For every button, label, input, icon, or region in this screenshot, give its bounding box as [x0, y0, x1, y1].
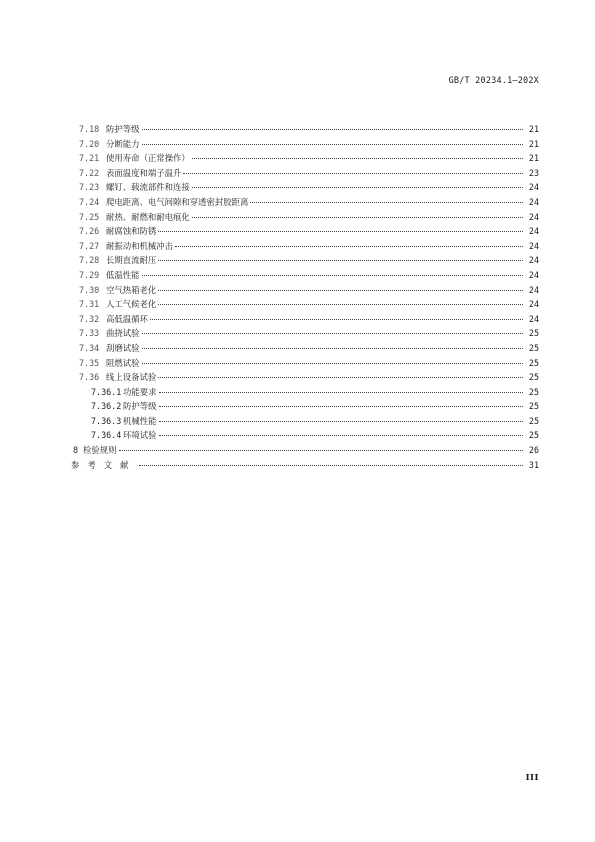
- toc-entry-title: 耐热、耐燃和耐电痕化: [106, 211, 190, 222]
- toc-entry[interactable]: [71, 459, 539, 474]
- toc-entry[interactable]: [79, 152, 539, 167]
- dot-leader: [158, 231, 523, 232]
- toc-entry-number: 7.29: [79, 269, 100, 280]
- toc-entry[interactable]: [79, 371, 539, 386]
- dot-leader: [250, 202, 523, 203]
- toc-entry-page: 25: [528, 328, 539, 339]
- toc-entry-page: 21: [528, 153, 539, 164]
- toc-entry[interactable]: [79, 254, 539, 269]
- toc-entry[interactable]: [79, 327, 539, 342]
- toc-entry-page: 24: [528, 211, 539, 222]
- dot-leader: [158, 377, 523, 378]
- dot-leader: [142, 144, 524, 145]
- toc-entry-number: 7.33: [79, 328, 100, 339]
- toc-entry-number: 7.22: [79, 167, 100, 178]
- toc-entry-title: 爬电距离、电气间隙和穿透密封胶距离: [106, 196, 249, 207]
- toc-entry-title: 阻燃试验: [106, 357, 140, 368]
- toc-entry[interactable]: [79, 196, 539, 211]
- toc-entry-title: 线上设备试验: [106, 372, 157, 383]
- toc-entry-title: 高低温循环: [106, 313, 148, 324]
- toc-entry[interactable]: [79, 240, 539, 255]
- toc-entry-number: 7.36.3: [91, 415, 122, 426]
- toc-entry-page: 24: [528, 299, 539, 310]
- toc-entry-page: 24: [528, 284, 539, 295]
- dot-leader: [158, 290, 523, 291]
- document-id: GB/T 20234.1—202X: [448, 76, 539, 86]
- toc-entry-title: 检验规则: [83, 445, 117, 456]
- toc-entry-page: 24: [528, 269, 539, 280]
- toc-entry-number: 7.18: [79, 124, 100, 134]
- toc-entry-page: 25: [528, 386, 539, 397]
- toc-entry[interactable]: [79, 167, 539, 182]
- toc-entry-number: 7.26: [79, 226, 100, 237]
- dot-leader: [158, 304, 523, 305]
- toc-entry[interactable]: [79, 269, 539, 284]
- toc-entry[interactable]: [79, 181, 539, 196]
- toc-entry-page: 24: [528, 313, 539, 324]
- toc-entry[interactable]: [79, 415, 539, 430]
- toc-entry[interactable]: [79, 225, 539, 240]
- toc-entry[interactable]: [79, 342, 539, 357]
- toc-entry-number: 7.36: [79, 372, 100, 383]
- toc-entry-title: 螺钉、载流部件和连接: [106, 182, 190, 193]
- toc-entry[interactable]: [79, 284, 539, 299]
- toc-entry-page: 23: [528, 167, 539, 178]
- dot-leader: [159, 392, 524, 393]
- dot-leader: [192, 217, 523, 218]
- dot-leader: [142, 333, 524, 334]
- toc-entry-title: 功能要求: [123, 386, 157, 397]
- toc-entry-number: 8: [73, 445, 79, 456]
- table-of-contents: [71, 123, 539, 473]
- toc-entry-number: 7.36.4: [91, 430, 122, 441]
- dot-leader: [142, 275, 524, 276]
- toc-entry-title: 防护等级: [106, 124, 140, 134]
- toc-entry-page: 25: [528, 372, 539, 383]
- toc-entry-title: 环境试验: [123, 430, 157, 441]
- toc-entry-page: 25: [528, 357, 539, 368]
- toc-entry-page: 21: [528, 124, 539, 134]
- toc-entry-page: 25: [528, 401, 539, 412]
- toc-entry-title: 长期直流耐压: [106, 255, 157, 266]
- toc-entry-page: 31: [528, 459, 539, 470]
- dot-leader: [159, 421, 524, 422]
- dot-leader: [142, 348, 524, 349]
- dot-leader: [159, 435, 524, 436]
- toc-entry-number: 7.35: [79, 357, 100, 368]
- toc-entry-title: 耐振动和机械冲击: [106, 240, 173, 251]
- toc-entry[interactable]: [79, 429, 539, 444]
- toc-entry-title: 人工气候老化: [106, 299, 157, 310]
- toc-entry[interactable]: [79, 400, 539, 415]
- toc-entry-page: 24: [528, 182, 539, 193]
- dot-leader: [192, 158, 523, 159]
- toc-entry[interactable]: [79, 211, 539, 226]
- toc-entry-title: 耐腐蚀和防锈: [106, 226, 157, 237]
- toc-entry-number: 7.30: [79, 284, 100, 295]
- toc-entry-title: 低温性能: [106, 269, 140, 280]
- toc-entry-page: 25: [528, 415, 539, 426]
- toc-entry[interactable]: [79, 123, 539, 138]
- dot-leader: [142, 363, 524, 364]
- toc-entry[interactable]: [79, 313, 539, 328]
- dot-leader: [175, 246, 523, 247]
- toc-entry-number: 7.32: [79, 313, 100, 324]
- toc-entry-title: 参考文献: [71, 459, 137, 470]
- toc-entry-page: 26: [528, 445, 539, 456]
- dot-leader: [119, 450, 524, 451]
- toc-entry[interactable]: [79, 357, 539, 372]
- toc-entry-title: 刮磨试验: [106, 342, 140, 353]
- dot-leader: [192, 187, 523, 188]
- toc-entry[interactable]: [79, 298, 539, 313]
- toc-entry[interactable]: [79, 138, 539, 153]
- toc-entry-number: 7.21: [79, 153, 100, 164]
- toc-entry-page: 24: [528, 196, 539, 207]
- toc-entry-number: 7.20: [79, 138, 100, 149]
- toc-entry[interactable]: [73, 444, 539, 459]
- page-number: III: [525, 773, 539, 783]
- toc-entry-number: 7.24: [79, 196, 100, 207]
- dot-leader: [183, 173, 523, 174]
- toc-entry-title: 防护等级: [123, 401, 157, 412]
- toc-entry-number: 7.28: [79, 255, 100, 266]
- toc-entry-number: 7.27: [79, 240, 100, 251]
- toc-entry-number: 7.23: [79, 182, 100, 193]
- dot-leader: [150, 319, 523, 320]
- toc-entry-page: 24: [528, 226, 539, 237]
- toc-entry-title: 使用寿命（正常操作）: [106, 153, 190, 164]
- toc-entry-number: 7.36.2: [91, 401, 122, 412]
- dot-leader: [142, 129, 524, 130]
- toc-entry-title: 空气热箱老化: [106, 284, 157, 295]
- toc-entry-page: 24: [528, 255, 539, 266]
- toc-entry-page: 24: [528, 240, 539, 251]
- toc-entry-number: 7.25: [79, 211, 100, 222]
- toc-entry-number: 7.31: [79, 299, 100, 310]
- toc-entry-page: 25: [528, 342, 539, 353]
- dot-leader: [158, 260, 523, 261]
- toc-entry-title: 曲挠试验: [106, 328, 140, 339]
- toc-entry-title: 分断能力: [106, 138, 140, 149]
- toc-entry-number: 7.36.1: [91, 386, 122, 397]
- toc-entry-page: 21: [528, 138, 539, 149]
- toc-entry-title: 机械性能: [123, 415, 157, 426]
- dot-leader: [139, 465, 524, 466]
- toc-entry-number: 7.34: [79, 342, 100, 353]
- toc-entry-title: 表面温度和端子温升: [106, 167, 182, 178]
- dot-leader: [159, 406, 524, 407]
- toc-entry-page: 25: [528, 430, 539, 441]
- toc-entry[interactable]: [79, 386, 539, 401]
